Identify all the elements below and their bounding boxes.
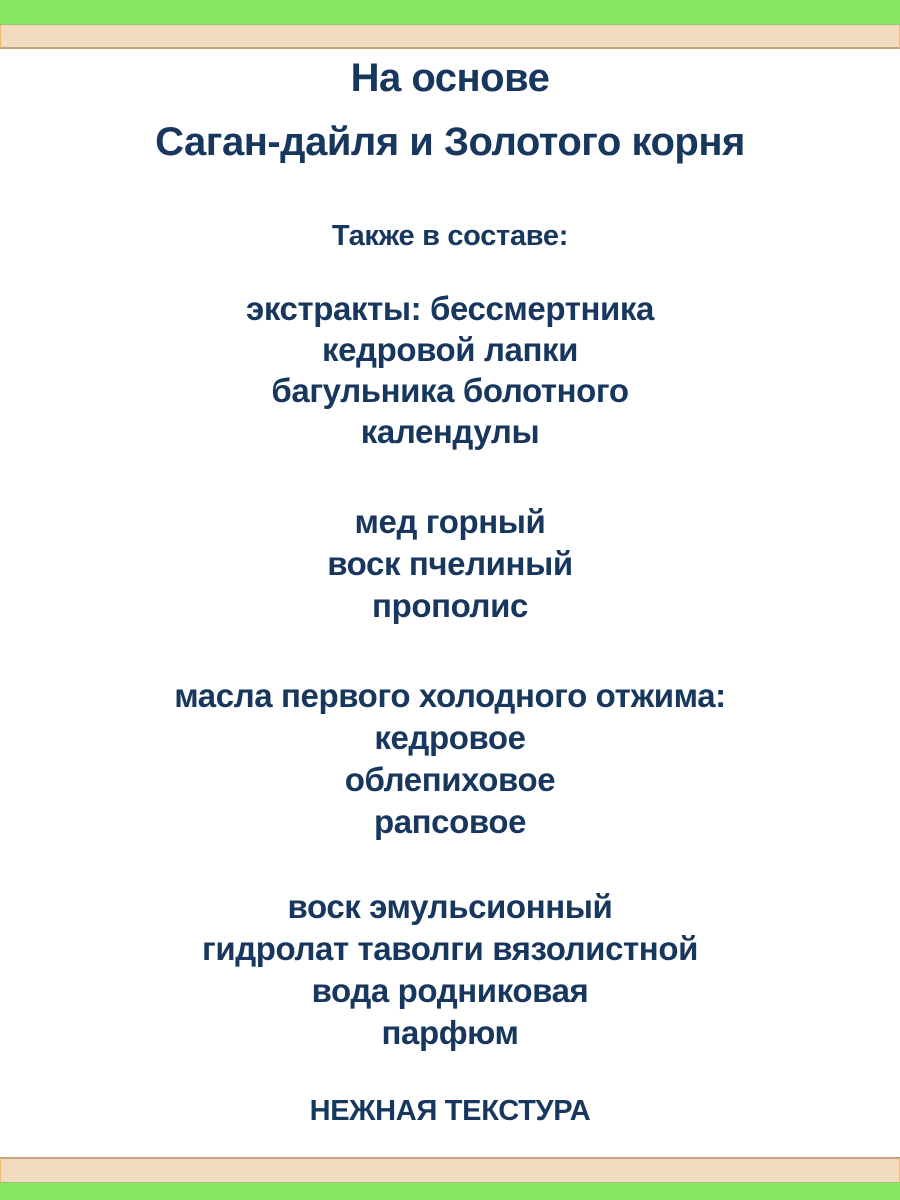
- ingredient-line: гидролат таволги вязолистной: [202, 930, 698, 967]
- texture-note: НЕЖНАЯ ТЕКСТУРА: [309, 1095, 591, 1127]
- ingredient-line: багульника болотного: [271, 372, 629, 409]
- ingredient-line: прополис: [372, 587, 528, 624]
- ingredient-line: кедровое: [374, 719, 526, 756]
- top-green-band: [0, 0, 900, 25]
- ingredient-line: календулы: [360, 413, 540, 450]
- ingredient-line: кедровой лапки: [321, 331, 579, 368]
- bottom-peach-band: [0, 1157, 900, 1182]
- ingredient-line: экстракты: бессмертника: [246, 290, 654, 327]
- ingredient-line: воск эмульсионный: [287, 888, 613, 925]
- top-peach-band: [0, 25, 900, 49]
- ingredient-line: масла первого холодного отжима:: [174, 677, 726, 714]
- ingredient-line: облепиховое: [344, 761, 556, 798]
- bottom-green-band: [0, 1182, 900, 1200]
- title-line-2: Саган-дайля и Золотого корня: [155, 120, 745, 164]
- ingredient-line: парфюм: [381, 1014, 519, 1051]
- composition-subtitle: Также в составе:: [331, 220, 569, 252]
- ingredient-line: рапсовое: [373, 803, 527, 840]
- ingredient-line: вода родниковая: [311, 972, 589, 1009]
- ingredient-line: воск пчелиный: [327, 545, 573, 582]
- ingredient-line: мед горный: [354, 503, 546, 540]
- title-line-1: На основе: [350, 56, 550, 100]
